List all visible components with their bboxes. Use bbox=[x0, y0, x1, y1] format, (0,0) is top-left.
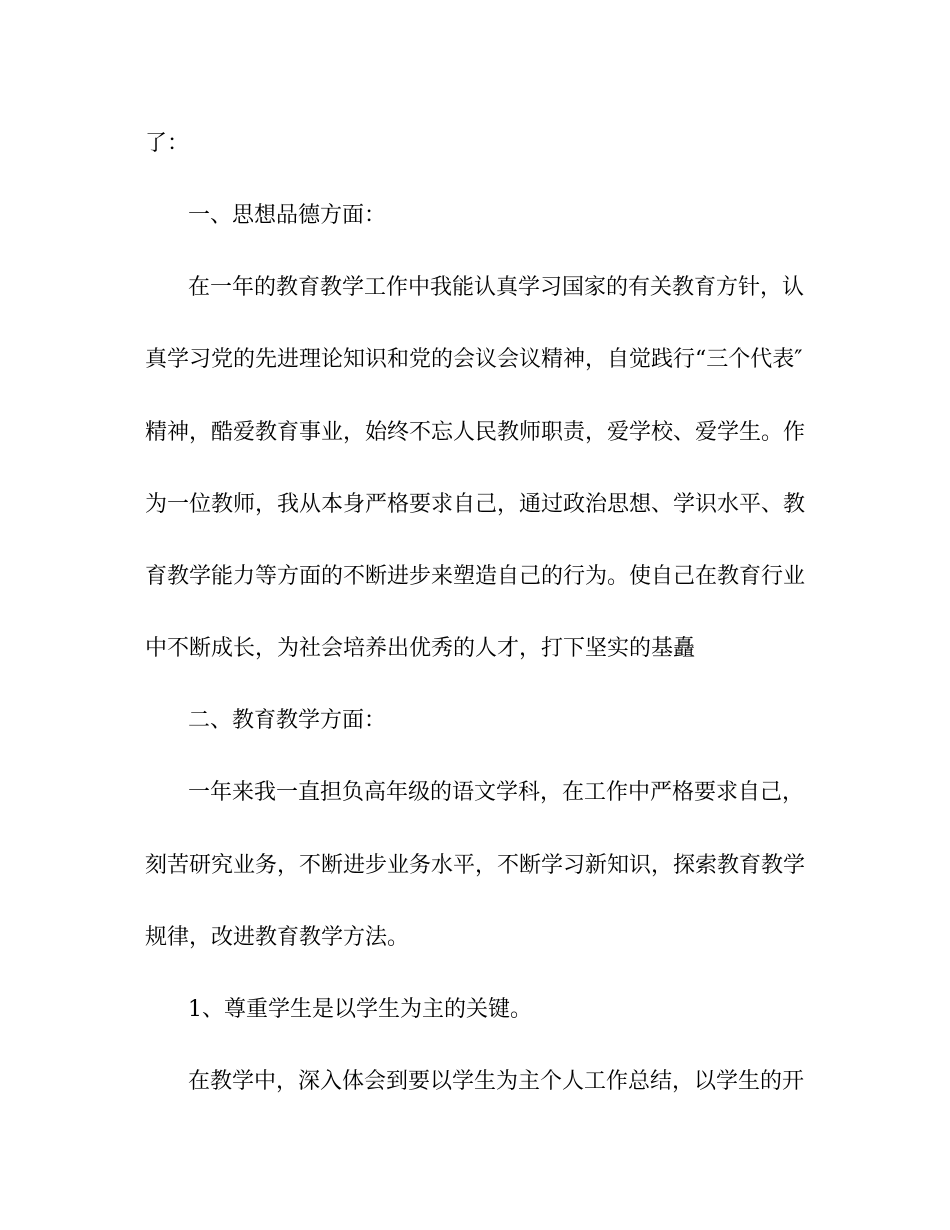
section-heading: 一、思想品德方面： bbox=[188, 203, 387, 228]
section-heading: 二、教育教学方面： bbox=[188, 708, 387, 733]
text-line: 了： bbox=[145, 131, 190, 156]
paragraph-line: 在一年的教育教学工作中我能认真学习国家的有关教育方针，认 bbox=[188, 275, 805, 300]
paragraph-line: 规律，改进教育教学方法。 bbox=[145, 925, 410, 950]
paragraph-line: 在教学中，深入体会到要以学生为主个人工作总结，以学生的开 bbox=[188, 1069, 805, 1094]
paragraph-line: 真学习党的先进理论知识和党的会议会议精神，自觉践行“三个代表″ bbox=[145, 347, 803, 372]
paragraph-line: 刻苦研究业务，不断进步业务水平，不断学习新知识，探索教育教学 bbox=[145, 853, 806, 878]
paragraph-line: 中不断成长，为社会培养出优秀的人才，打下坚实的基矗 bbox=[145, 636, 696, 661]
subsection-heading: 1、尊重学生是以学生为主的关键。 bbox=[188, 997, 532, 1022]
paragraph-line: 一年来我一直担负高年级的语文学科，在工作中严格要求自己， bbox=[188, 780, 805, 805]
paragraph-line: 为一位教师，我从本身严格要求自己，通过政治思想、学识水平、教 bbox=[145, 492, 806, 517]
paragraph-line: 精神，酷爱教育事业，始终不忘人民教师职责，爱学校、爱学生。作 bbox=[145, 420, 806, 445]
paragraph-line: 育教学能力等方面的不断进步来塑造自己的行为。使自己在教育行业 bbox=[145, 564, 806, 589]
